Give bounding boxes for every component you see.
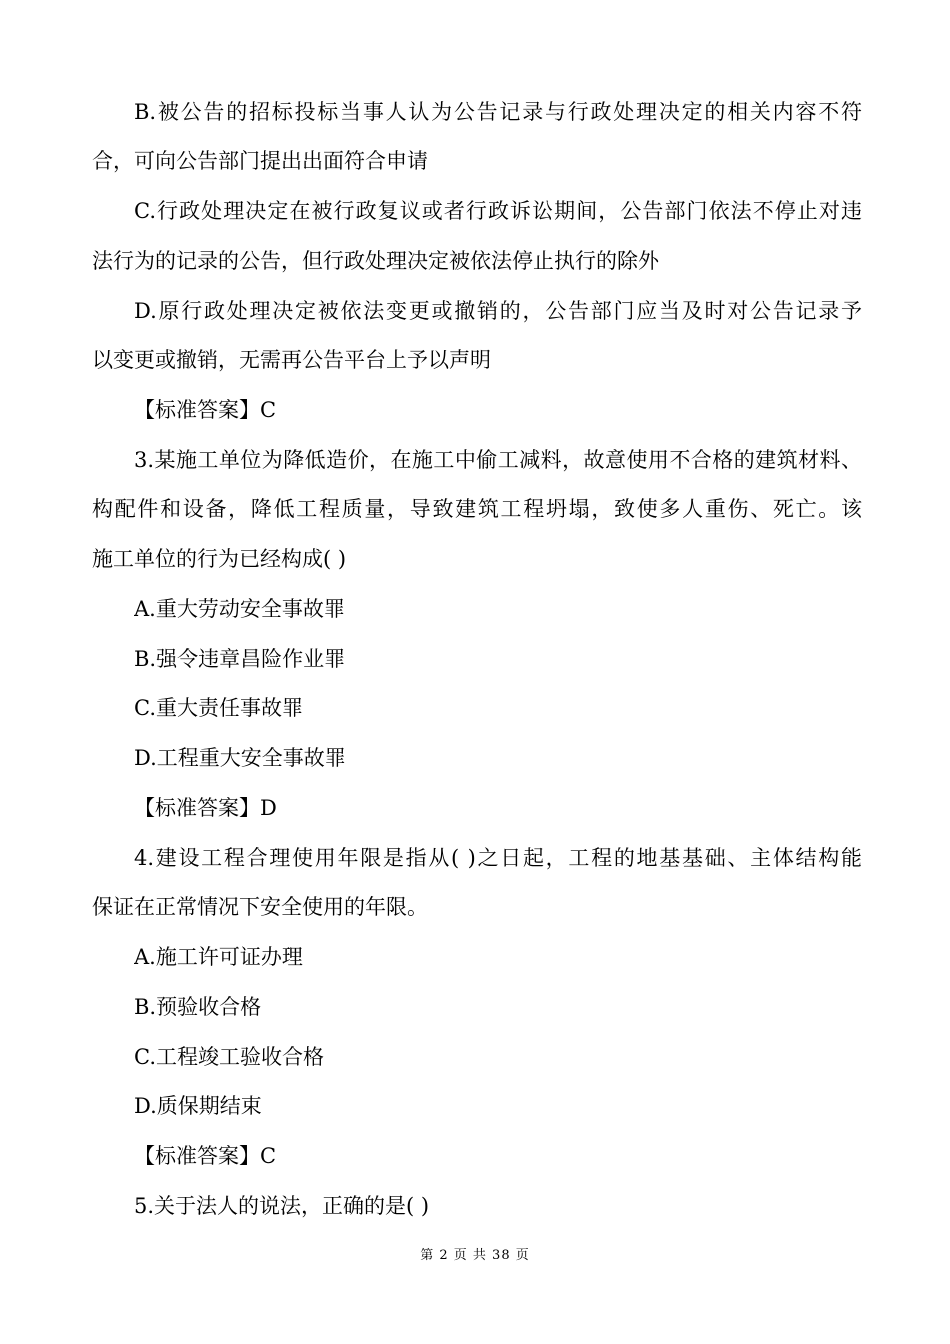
q4-option-a: A.施工许可证办理 [134, 945, 303, 969]
q4-stem-line1: 4.建设工程合理使用年限是指从( )之日起，工程的地基基础、主体结构能 [134, 846, 862, 870]
q4-stem-line2: 保证在正常情况下安全使用的年限。 [92, 895, 428, 919]
q2-option-c-line1: C.行政处理决定在被行政复议或者行政诉讼期间，公告部门依法不停止对违 [134, 199, 862, 223]
q2-option-b-line1: B.被公告的招标投标当事人认为公告记录与行政处理决定的相关内容不符 [134, 100, 862, 124]
q3-option-a: A.重大劳动安全事故罪 [134, 597, 345, 621]
q4-answer: 【标准答案】C [134, 1144, 277, 1168]
q3-stem-line2: 构配件和设备，降低工程质量，导致建筑工程坍塌，致使多人重伤、死亡。该 [92, 497, 862, 521]
q4-option-d: D.质保期结束 [134, 1094, 262, 1118]
q4-option-b: B.预验收合格 [134, 995, 262, 1019]
q3-option-d: D.工程重大安全事故罪 [134, 746, 346, 770]
page-number-footer: 第 2 页 共 38 页 [420, 1248, 530, 1263]
q2-option-d-line1: D.原行政处理决定被依法变更或撤销的，公告部门应当及时对公告记录予 [134, 299, 862, 323]
q2-option-b-line2: 合，可向公告部门提出出面符合申请 [92, 149, 428, 173]
q3-option-b: B.强令违章昌险作业罪 [134, 647, 346, 671]
q3-stem-line3: 施工单位的行为已经构成( ) [92, 547, 347, 571]
q2-option-c-line2: 法行为的记录的公告，但行政处理决定被依法停止执行的除外 [92, 249, 659, 273]
q3-answer: 【标准答案】D [134, 796, 277, 820]
q3-stem-line1: 3.某施工单位为降低造价，在施工中偷工减料，故意使用不合格的建筑材料、 [134, 448, 862, 472]
q5-stem-line1: 5.关于法人的说法，正确的是( ) [134, 1194, 430, 1218]
q2-answer: 【标准答案】C [134, 398, 277, 422]
q3-option-c: C.重大责任事故罪 [134, 696, 303, 720]
q2-option-d-line2: 以变更或撤销，无需再公告平台上予以声明 [92, 348, 491, 372]
q4-option-c: C.工程竣工验收合格 [134, 1045, 324, 1069]
